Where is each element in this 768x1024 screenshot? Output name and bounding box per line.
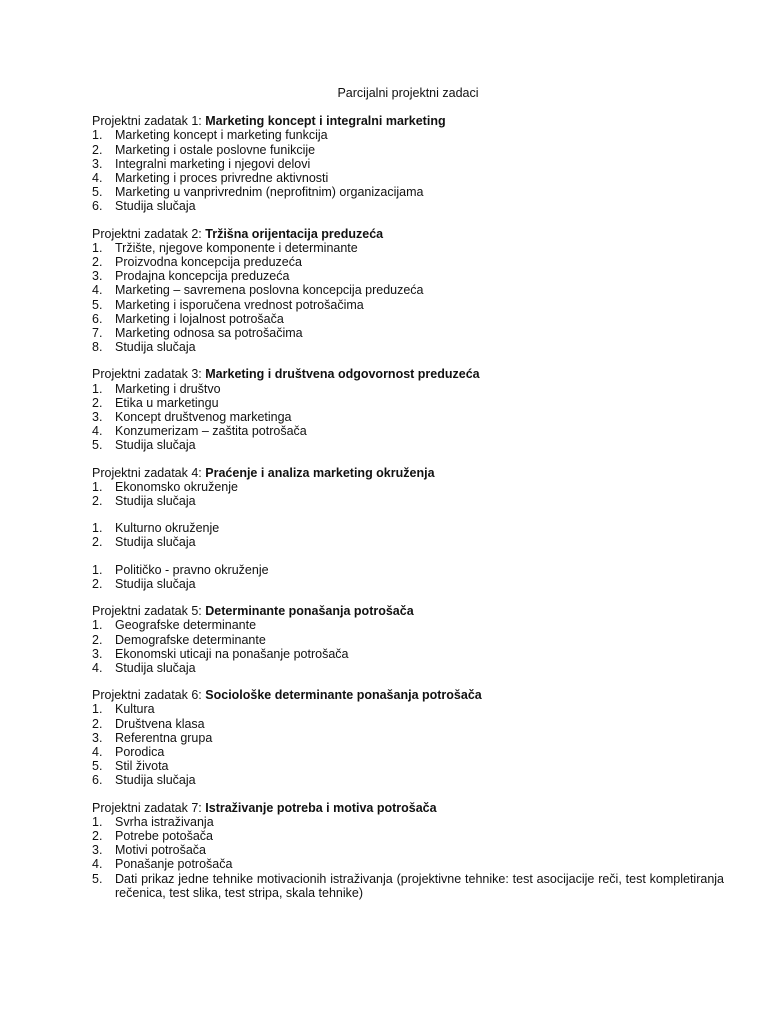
- section-prefix: Projektni zadatak 1:: [92, 114, 206, 129]
- list-item-number: 3.: [92, 410, 103, 425]
- list-item: [92, 424, 724, 438]
- section-prefix: Projektni zadatak 5:: [92, 604, 206, 619]
- list-item: [92, 396, 724, 410]
- section-name: Praćenje i analiza marketing okruženja: [205, 465, 435, 480]
- sublist: [92, 815, 724, 900]
- list-item-number: 1.: [92, 128, 103, 143]
- section-prefix: Projektni zadatak 7:: [92, 800, 206, 815]
- list-item-text: Marketing odnosa sa potrošačima: [115, 326, 303, 341]
- list-item: [92, 618, 724, 632]
- list-item-text: Kultura: [115, 702, 155, 717]
- sublist: [92, 521, 724, 549]
- list-item: [92, 494, 724, 508]
- list-item: [92, 731, 724, 745]
- document-title: Parcijalni projektni zadaci: [337, 86, 479, 100]
- sublist: [92, 563, 724, 591]
- list-item-text: Marketing i ostale poslovne funikcije: [115, 142, 316, 157]
- list-item: [92, 128, 724, 142]
- list-item-text: Studija slučaja: [115, 576, 196, 591]
- project-task-section: [92, 801, 724, 900]
- list-item-number: 1.: [92, 702, 103, 717]
- item-list: [92, 128, 724, 213]
- list-item-number: 4.: [92, 857, 103, 872]
- project-task-section: [92, 114, 724, 213]
- list-item-number: 4.: [92, 171, 103, 186]
- list-item: [92, 759, 724, 773]
- list-item-number: 2.: [92, 255, 103, 270]
- list-item-text: Koncept društvenog marketinga: [115, 410, 292, 425]
- list-item: [92, 283, 724, 297]
- sublist: [92, 480, 724, 508]
- list-item-text: Konzumerizam – zaštita potrošača: [115, 424, 307, 439]
- list-item-text: Prodajna koncepcija preduzeća: [115, 269, 290, 284]
- list-item: [92, 438, 724, 452]
- section-heading: [92, 114, 724, 128]
- list-item-number: 3.: [92, 646, 103, 661]
- list-item-number: 5.: [92, 438, 103, 453]
- list-item: [92, 661, 724, 675]
- list-item-text: Ponašanje potrošača: [115, 857, 233, 872]
- list-item: [92, 340, 724, 354]
- sections-container: [92, 114, 724, 900]
- item-list: [92, 382, 724, 453]
- list-item: [92, 633, 724, 647]
- list-item-number: 1.: [92, 562, 103, 577]
- list-item-number: 2.: [92, 576, 103, 591]
- list-item-text: Političko - pravno okruženje: [115, 562, 269, 577]
- list-item-text: Marketing – savremena poslovna koncepcija preduzeća: [115, 283, 424, 298]
- list-item-text: Marketing i lojalnost potrošača: [115, 311, 284, 326]
- list-item-number: 2.: [92, 632, 103, 647]
- list-item: [92, 410, 724, 424]
- sublist: [92, 702, 724, 787]
- list-item-text: Svrha istraživanja: [115, 814, 214, 829]
- list-item-text: Demografske determinante: [115, 632, 266, 647]
- list-item-text: Marketing i isporučena vrednost potrošačima: [115, 297, 364, 312]
- item-list: [92, 815, 724, 900]
- list-item-number: 6.: [92, 311, 103, 326]
- list-item: [92, 199, 724, 213]
- list-item-number: 1.: [92, 381, 103, 396]
- item-list: [92, 702, 724, 787]
- sublist: [92, 618, 724, 675]
- list-item-text: Porodica: [115, 744, 165, 759]
- list-item: [92, 843, 724, 857]
- list-item-number: 8.: [92, 340, 103, 355]
- list-item: [92, 298, 724, 312]
- list-item-text: Marketing koncept i marketing funkcija: [115, 128, 328, 143]
- list-item: [92, 872, 724, 900]
- section-prefix: Projektni zadatak 2:: [92, 226, 206, 241]
- list-item-number: 5.: [92, 871, 103, 886]
- list-item-text: Potrebe potošača: [115, 828, 213, 843]
- section-name: Determinante ponašanja potrošača: [205, 604, 414, 619]
- list-item-number: 3.: [92, 730, 103, 745]
- sublist: [92, 128, 724, 213]
- list-item: [92, 171, 724, 185]
- list-item: [92, 255, 724, 269]
- section-heading: [92, 367, 724, 381]
- list-item-number: 1.: [92, 240, 103, 255]
- section-heading: [92, 688, 724, 702]
- item-list: [92, 241, 724, 355]
- list-item: [92, 143, 724, 157]
- list-item-text: Studija slučaja: [115, 340, 196, 355]
- section-name: Tržišna orijentacija preduzeća: [205, 226, 384, 241]
- list-item: [92, 157, 724, 171]
- project-task-section: [92, 367, 724, 452]
- list-item-number: 1.: [92, 521, 103, 536]
- list-item-text: Ekonomski uticaji na ponašanje potrošača: [115, 646, 349, 661]
- list-item-text: Stil života: [115, 759, 169, 774]
- list-item-text: Dati prikaz jedne tehnike motivacionih istraživanja (projektivne tehnike: test asocijacije reči, test kompletiranja rečenica, test slika, test stripa, skala tehnike): [115, 871, 724, 900]
- list-item: [92, 773, 724, 787]
- list-item-text: Integralni marketing i njegovi delovi: [115, 156, 311, 171]
- document-page: [92, 86, 724, 913]
- list-item: [92, 185, 724, 199]
- list-item-number: 4.: [92, 283, 103, 298]
- list-item: [92, 382, 724, 396]
- section-heading: [92, 466, 724, 480]
- list-item-number: 1.: [92, 618, 103, 633]
- list-item-number: 1.: [92, 479, 103, 494]
- section-prefix: Projektni zadatak 3:: [92, 367, 206, 382]
- list-item-text: Ekonomsko okruženje: [115, 479, 238, 494]
- list-item-number: 5.: [92, 297, 103, 312]
- list-item-number: 2.: [92, 828, 103, 843]
- list-item-number: 2.: [92, 142, 103, 157]
- section-prefix: Projektni zadatak 4:: [92, 465, 206, 480]
- list-item: [92, 241, 724, 255]
- list-item: [92, 815, 724, 829]
- list-item-text: Marketing u vanprivrednim (neprofitnim) organizacijama: [115, 185, 424, 200]
- list-item-number: 4.: [92, 424, 103, 439]
- list-item-text: Marketing i proces privredne aktivnosti: [115, 171, 329, 186]
- list-item-text: Društvena klasa: [115, 716, 205, 731]
- list-item: [92, 829, 724, 843]
- list-item-number: 2.: [92, 494, 103, 509]
- section-name: Sociološke determinante ponašanja potrošača: [205, 688, 482, 703]
- list-item-text: Studija slučaja: [115, 438, 196, 453]
- list-item-number: 2.: [92, 535, 103, 550]
- list-item-number: 3.: [92, 843, 103, 858]
- section-heading: [92, 227, 724, 241]
- list-item-number: 3.: [92, 156, 103, 171]
- section-name: Marketing i društvena odgovornost preduzeća: [205, 367, 480, 382]
- list-item-number: 5.: [92, 759, 103, 774]
- list-item: [92, 702, 724, 716]
- item-list: [92, 563, 724, 591]
- list-item-number: 4.: [92, 660, 103, 675]
- list-item: [92, 577, 724, 591]
- list-item-number: 6.: [92, 199, 103, 214]
- section-heading: [92, 604, 724, 618]
- list-item-text: Geografske determinante: [115, 618, 257, 633]
- list-item-number: 7.: [92, 326, 103, 341]
- project-task-section: [92, 604, 724, 675]
- list-item-text: Studija slučaja: [115, 773, 196, 788]
- list-item-text: Motivi potrošača: [115, 843, 207, 858]
- list-item-text: Proizvodna koncepcija preduzeća: [115, 255, 302, 270]
- list-item: [92, 326, 724, 340]
- section-name: Marketing koncept i integralni marketing: [205, 114, 446, 129]
- list-item-text: Studija slučaja: [115, 199, 196, 214]
- list-item: [92, 312, 724, 326]
- project-task-section: [92, 227, 724, 355]
- list-item: [92, 269, 724, 283]
- list-item-number: 2.: [92, 395, 103, 410]
- section-name: Istraživanje potreba i motiva potrošača: [205, 800, 437, 815]
- list-item-text: Studija slučaja: [115, 660, 196, 675]
- list-item-text: Studija slučaja: [115, 494, 196, 509]
- list-item-number: 4.: [92, 744, 103, 759]
- list-item: [92, 647, 724, 661]
- list-item: [92, 745, 724, 759]
- list-item-number: 2.: [92, 716, 103, 731]
- project-task-section: [92, 688, 724, 787]
- list-item-text: Kulturno okruženje: [115, 521, 220, 536]
- list-item: [92, 480, 724, 494]
- item-list: [92, 480, 724, 508]
- project-task-section: [92, 466, 724, 591]
- list-item-text: Tržište, njegove komponente i determinante: [115, 240, 358, 255]
- list-item-number: 6.: [92, 773, 103, 788]
- section-prefix: Projektni zadatak 6:: [92, 688, 206, 703]
- list-item: [92, 857, 724, 871]
- list-item: [92, 535, 724, 549]
- section-heading: [92, 801, 724, 815]
- sublist: [92, 382, 724, 453]
- item-list: [92, 618, 724, 675]
- list-item-text: Referentna grupa: [115, 730, 213, 745]
- list-item-text: Marketing i društvo: [115, 381, 221, 396]
- list-item-text: Etika u marketingu: [115, 395, 219, 410]
- list-item: [92, 717, 724, 731]
- sublist: [92, 241, 724, 355]
- list-item-text: Studija slučaja: [115, 535, 196, 550]
- list-item: [92, 521, 724, 535]
- list-item: [92, 563, 724, 577]
- list-item-number: 5.: [92, 185, 103, 200]
- item-list: [92, 521, 724, 549]
- list-item-number: 1.: [92, 814, 103, 829]
- list-item-number: 3.: [92, 269, 103, 284]
